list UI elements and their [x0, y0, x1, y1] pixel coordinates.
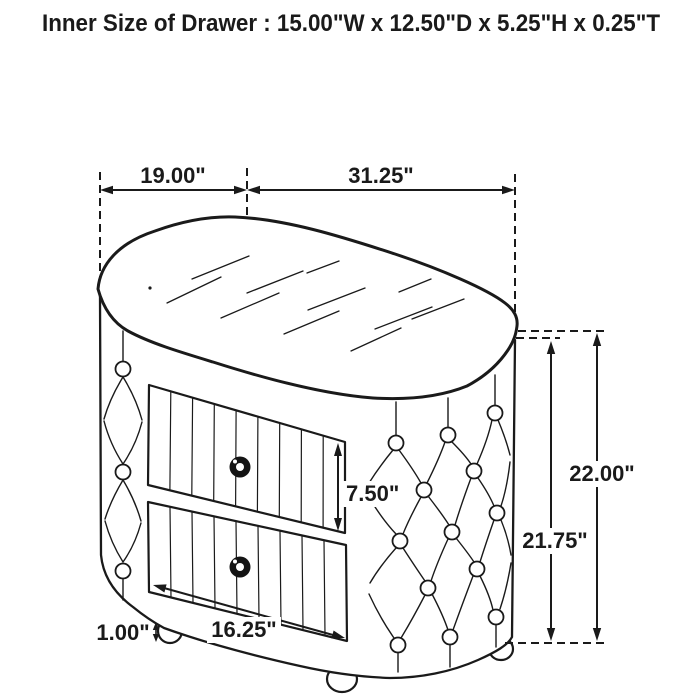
tuft-button [490, 506, 505, 521]
tuft-button [467, 464, 482, 479]
tuft-button [445, 525, 460, 540]
dim-label-width-right: 31.25" [348, 163, 414, 188]
dim-label-foot-height: 1.00" [96, 620, 150, 645]
dim-label-height-body: 21.75" [522, 528, 588, 553]
tuft-button [470, 562, 485, 577]
tuft-button [421, 581, 436, 596]
dim-label-drawer-height: 7.50" [346, 481, 400, 506]
tuft-button [489, 610, 504, 625]
tuft-button [441, 428, 456, 443]
tuft-button [417, 483, 432, 498]
diagram-title: Inner Size of Drawer : 15.00"W x 12.50"D x 5.25"H x 0.25"T [42, 10, 661, 37]
tuft-button [393, 534, 408, 549]
dim-label-drawer-width: 16.25" [211, 617, 277, 642]
tuft-button [116, 362, 131, 377]
knob-top-drawer [230, 457, 251, 478]
tuft-button [116, 564, 131, 579]
table-top-speck [148, 286, 151, 289]
tuft-button [389, 436, 404, 451]
tuft-button [488, 406, 503, 421]
knob-bottom-drawer [230, 557, 251, 578]
tuft-button [391, 638, 406, 653]
dim-label-height-total: 22.00" [569, 461, 635, 486]
tuft-button [116, 465, 131, 480]
tuft-button [443, 630, 458, 645]
nightstand [98, 217, 517, 692]
dim-label-width-left: 19.00" [140, 163, 206, 188]
